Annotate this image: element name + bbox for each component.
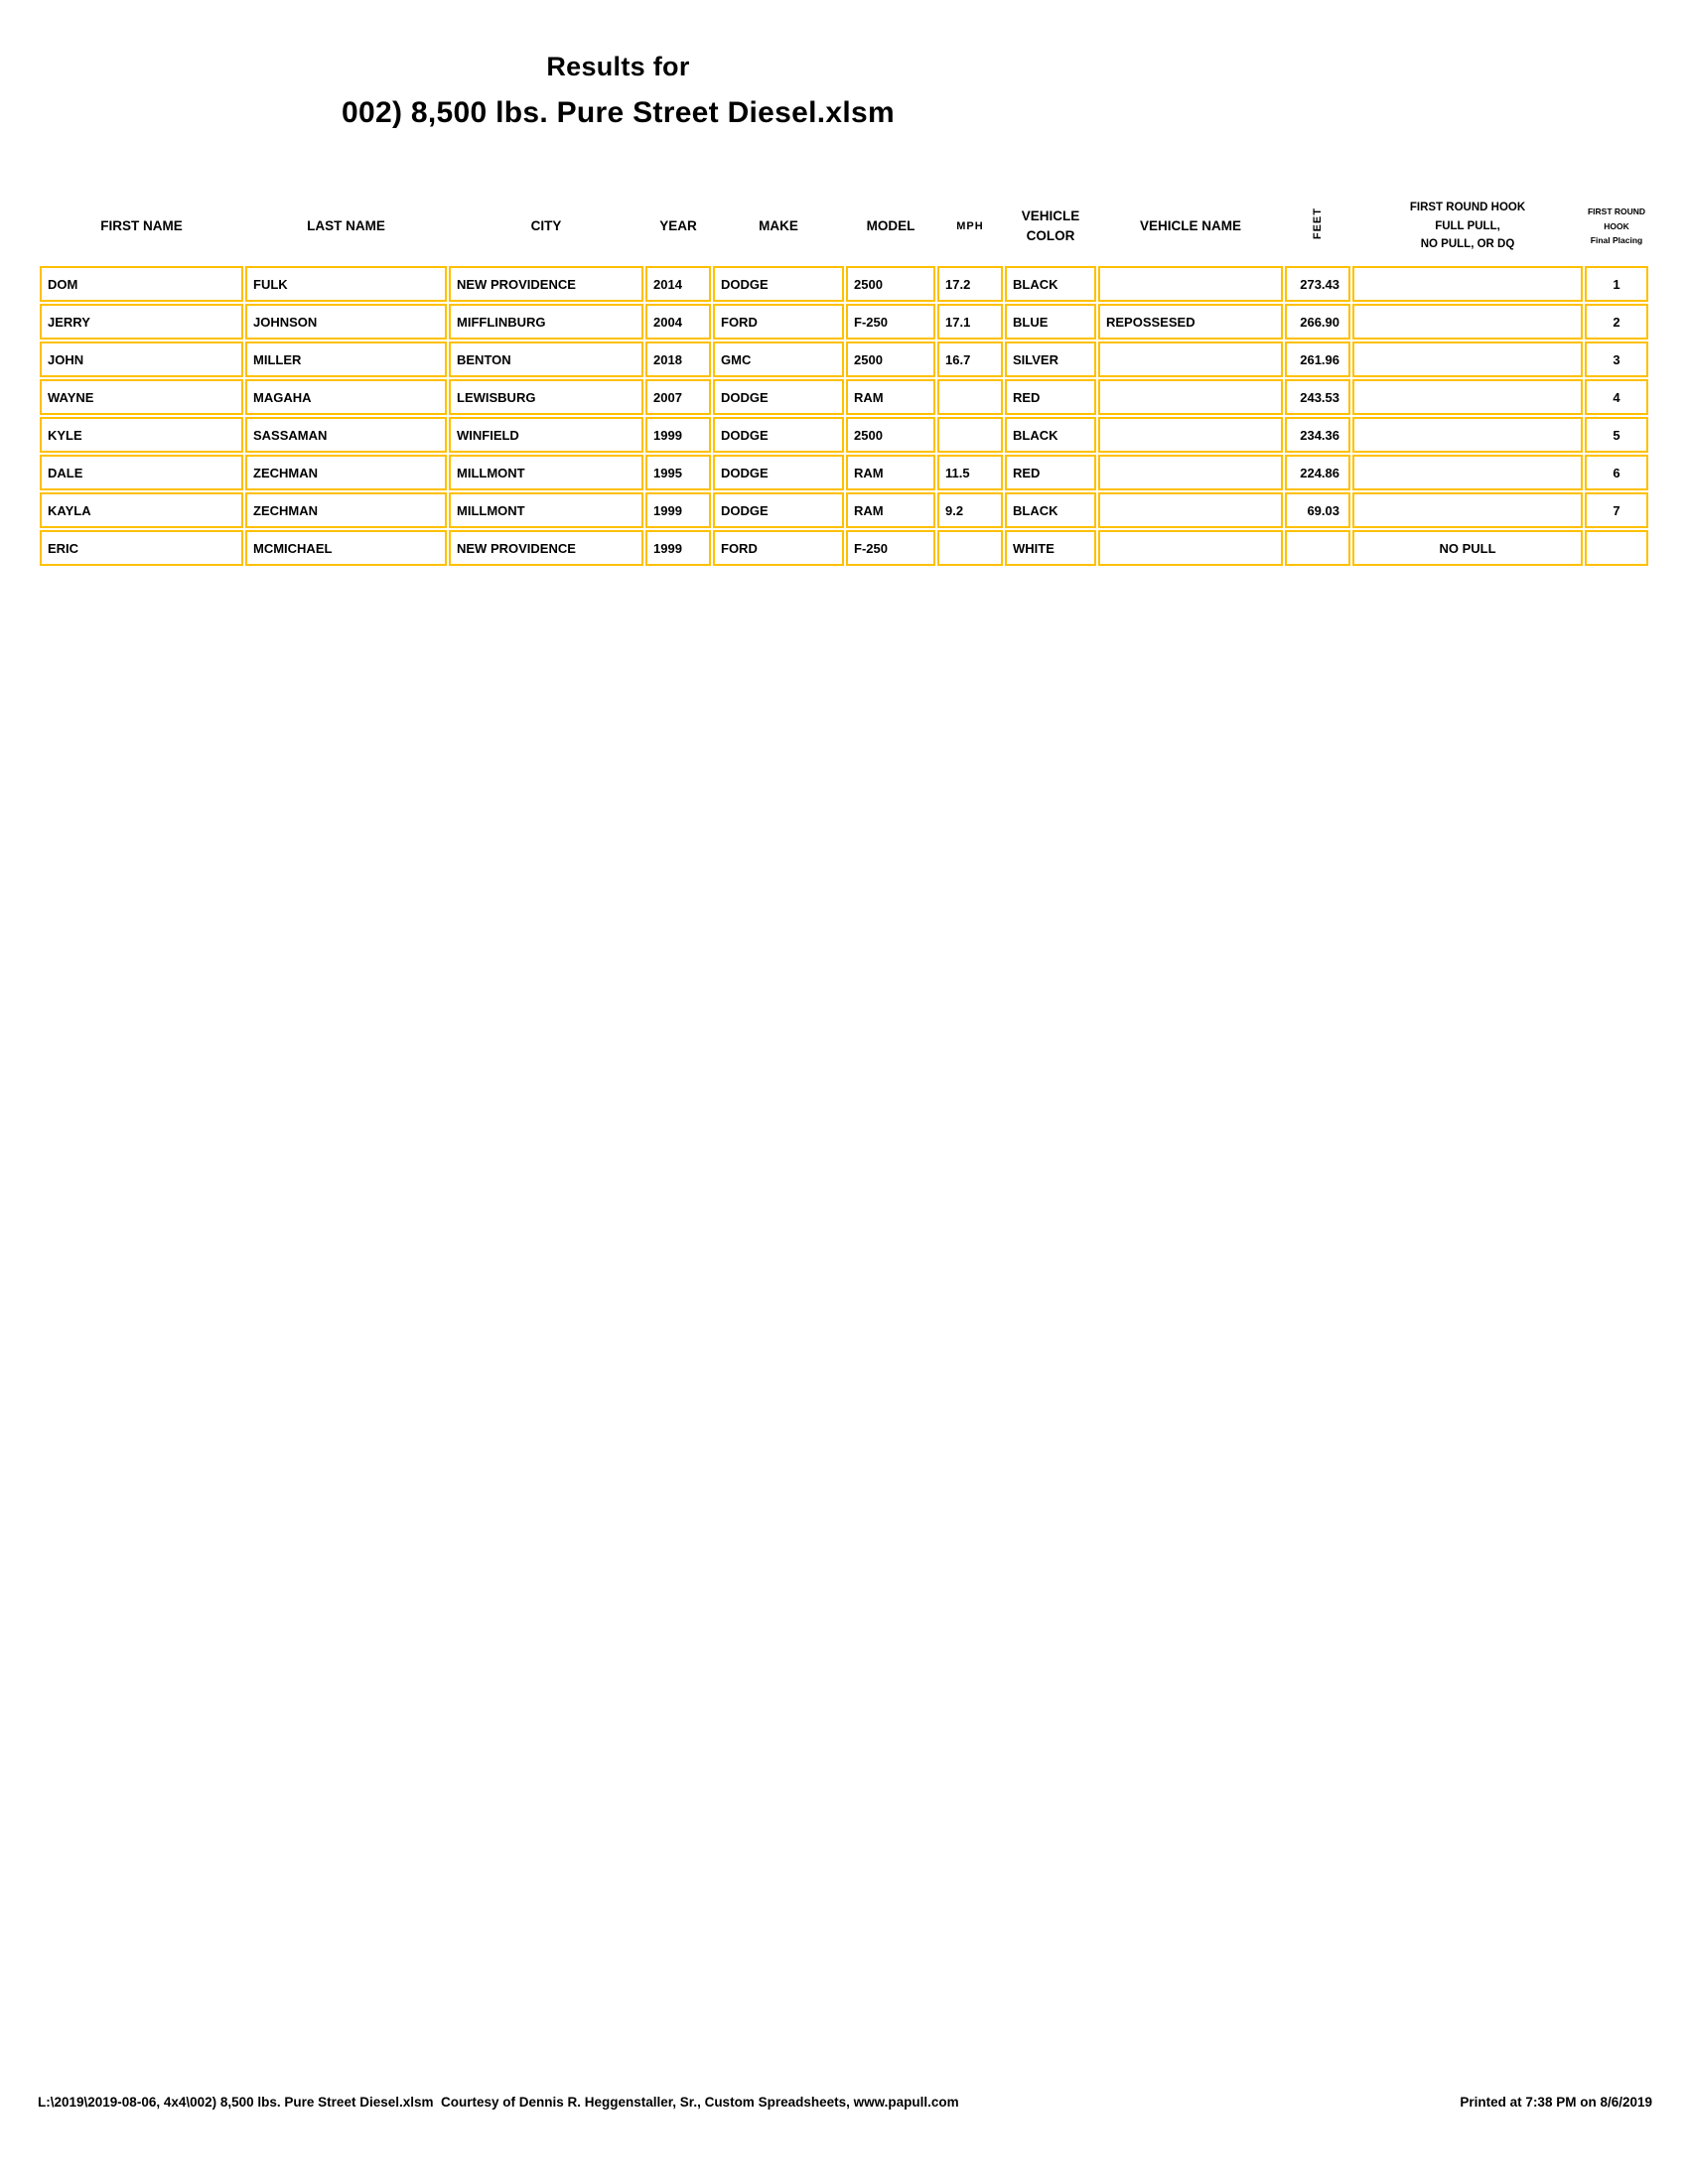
column-header-label: FIRST ROUND HOOK Final Placing <box>1587 206 1646 246</box>
cell-year: 2014 <box>645 266 711 302</box>
cell-vehicle_color: BLACK <box>1005 266 1096 302</box>
cell-placing <box>1585 530 1648 566</box>
cell-first_name: ERIC <box>40 530 243 566</box>
cell-vehicle_color: SILVER <box>1005 341 1096 377</box>
cell-mph: 9.2 <box>937 492 1003 528</box>
column-header-first_round <box>1352 189 1583 264</box>
column-header-feet <box>1285 189 1350 264</box>
cell-city: MILLMONT <box>449 492 643 528</box>
table-row <box>40 492 1648 528</box>
table-row <box>40 266 1648 302</box>
cell-mph <box>937 530 1003 566</box>
table-row <box>40 530 1648 566</box>
cell-vehicle_color: RED <box>1005 455 1096 490</box>
column-header-label: VEHICLE NAME <box>1139 217 1241 233</box>
report-subtitle: 002) 8,500 lbs. Pure Street Diesel.xlsm <box>341 96 895 129</box>
cell-feet <box>1285 530 1350 566</box>
cell-feet: 261.96 <box>1285 341 1350 377</box>
column-header-last_name <box>245 189 447 264</box>
cell-model: RAM <box>846 492 935 528</box>
column-header-vehicle_color <box>1005 189 1096 264</box>
cell-vehicle_color: BLUE <box>1005 304 1096 340</box>
cell-mph: 16.7 <box>937 341 1003 377</box>
cell-last_name: MILLER <box>245 341 447 377</box>
table-row <box>40 341 1648 377</box>
column-header-label: MODEL <box>866 217 915 233</box>
cell-city: MILLMONT <box>449 455 643 490</box>
table-row <box>40 379 1648 415</box>
column-header-model <box>846 189 935 264</box>
cell-city: MIFFLINBURG <box>449 304 643 340</box>
cell-make: GMC <box>713 341 844 377</box>
cell-feet: 266.90 <box>1285 304 1350 340</box>
column-header-label: VEHICLE COLOR <box>1021 207 1080 243</box>
column-header-year <box>645 189 711 264</box>
cell-make: DODGE <box>713 455 844 490</box>
cell-make: DODGE <box>713 266 844 302</box>
cell-vehicle_name <box>1098 417 1283 453</box>
cell-vehicle_color: BLACK <box>1005 492 1096 528</box>
column-header-label: FIRST ROUND HOOK FULL PULL, NO PULL, OR DQ <box>1409 202 1526 251</box>
report-title: Results for <box>546 52 690 81</box>
cell-mph <box>937 417 1003 453</box>
cell-year: 1995 <box>645 455 711 490</box>
cell-make: FORD <box>713 304 844 340</box>
cell-city: LEWISBURG <box>449 379 643 415</box>
cell-model: F-250 <box>846 304 935 340</box>
cell-feet: 69.03 <box>1285 492 1350 528</box>
column-header-label: MPH <box>956 219 984 232</box>
column-header-label: CITY <box>530 217 562 233</box>
cell-vehicle_name <box>1098 492 1283 528</box>
footer-file-path: L:\2019\2019-08-06, 4x4\002) 8,500 lbs. Pure Street Diesel.xlsm Courtesy of Dennis R. Heggenstaller, Sr., Custom Spreadsheets, www.papull.com <box>38 2095 959 2110</box>
cell-make: FORD <box>713 530 844 566</box>
cell-first_round <box>1352 341 1583 377</box>
cell-placing: 4 <box>1585 379 1648 415</box>
cell-feet: 243.53 <box>1285 379 1350 415</box>
page-footer <box>38 2095 1652 2110</box>
column-header-label: LAST NAME <box>307 217 385 233</box>
cell-vehicle_name <box>1098 455 1283 490</box>
cell-last_name: FULK <box>245 266 447 302</box>
cell-mph: 17.2 <box>937 266 1003 302</box>
table-row <box>40 455 1648 490</box>
cell-placing: 3 <box>1585 341 1648 377</box>
table-header-row <box>40 189 1648 264</box>
cell-first_name: WAYNE <box>40 379 243 415</box>
cell-vehicle_name <box>1098 266 1283 302</box>
cell-year: 1999 <box>645 417 711 453</box>
table-row <box>40 417 1648 453</box>
cell-make: DODGE <box>713 492 844 528</box>
results-table <box>38 187 1650 568</box>
column-header-label: MAKE <box>759 217 798 233</box>
cell-city: NEW PROVIDENCE <box>449 266 643 302</box>
cell-city: WINFIELD <box>449 417 643 453</box>
cell-last_name: MAGAHA <box>245 379 447 415</box>
cell-mph <box>937 379 1003 415</box>
cell-vehicle_name <box>1098 530 1283 566</box>
cell-first_round <box>1352 266 1583 302</box>
cell-last_name: ZECHMAN <box>245 455 447 490</box>
column-header-make <box>713 189 844 264</box>
cell-placing: 6 <box>1585 455 1648 490</box>
cell-first_name: DALE <box>40 455 243 490</box>
column-header-label: FIRST NAME <box>100 217 183 233</box>
cell-last_name: JOHNSON <box>245 304 447 340</box>
cell-city: NEW PROVIDENCE <box>449 530 643 566</box>
cell-mph: 17.1 <box>937 304 1003 340</box>
footer-printed-timestamp: Printed at 7:38 PM on 8/6/2019 <box>1460 2095 1652 2110</box>
cell-placing: 5 <box>1585 417 1648 453</box>
cell-make: DODGE <box>713 379 844 415</box>
cell-vehicle_color: RED <box>1005 379 1096 415</box>
cell-first_round: NO PULL <box>1352 530 1583 566</box>
cell-first_round <box>1352 304 1583 340</box>
cell-feet: 273.43 <box>1285 266 1350 302</box>
cell-last_name: ZECHMAN <box>245 492 447 528</box>
cell-feet: 234.36 <box>1285 417 1350 453</box>
cell-year: 1999 <box>645 492 711 528</box>
cell-model: 2500 <box>846 341 935 377</box>
cell-first_name: KYLE <box>40 417 243 453</box>
cell-first_name: JOHN <box>40 341 243 377</box>
cell-vehicle_name: REPOSSESED <box>1098 304 1283 340</box>
table-row <box>40 304 1648 340</box>
cell-vehicle_name <box>1098 341 1283 377</box>
cell-first_name: DOM <box>40 266 243 302</box>
cell-first_round <box>1352 492 1583 528</box>
cell-year: 1999 <box>645 530 711 566</box>
column-header-mph <box>937 189 1003 264</box>
cell-model: 2500 <box>846 266 935 302</box>
cell-year: 2004 <box>645 304 711 340</box>
cell-year: 2018 <box>645 341 711 377</box>
cell-last_name: SASSAMAN <box>245 417 447 453</box>
cell-first_round <box>1352 417 1583 453</box>
cell-model: RAM <box>846 455 935 490</box>
cell-placing: 2 <box>1585 304 1648 340</box>
column-header-label: YEAR <box>659 217 697 233</box>
column-header-label: FEET <box>1311 206 1324 239</box>
column-header-first_name <box>40 189 243 264</box>
cell-make: DODGE <box>713 417 844 453</box>
cell-model: F-250 <box>846 530 935 566</box>
cell-city: BENTON <box>449 341 643 377</box>
column-header-vehicle_name <box>1098 189 1283 264</box>
cell-model: RAM <box>846 379 935 415</box>
cell-year: 2007 <box>645 379 711 415</box>
cell-vehicle_color: BLACK <box>1005 417 1096 453</box>
cell-placing: 7 <box>1585 492 1648 528</box>
cell-last_name: MCMICHAEL <box>245 530 447 566</box>
cell-model: 2500 <box>846 417 935 453</box>
title-block <box>0 52 1236 130</box>
cell-placing: 1 <box>1585 266 1648 302</box>
cell-first_round <box>1352 379 1583 415</box>
cell-vehicle_color: WHITE <box>1005 530 1096 566</box>
cell-mph: 11.5 <box>937 455 1003 490</box>
column-header-placing <box>1585 189 1648 264</box>
cell-first_name: JERRY <box>40 304 243 340</box>
cell-vehicle_name <box>1098 379 1283 415</box>
column-header-city <box>449 189 643 264</box>
cell-feet: 224.86 <box>1285 455 1350 490</box>
cell-first_name: KAYLA <box>40 492 243 528</box>
cell-first_round <box>1352 455 1583 490</box>
